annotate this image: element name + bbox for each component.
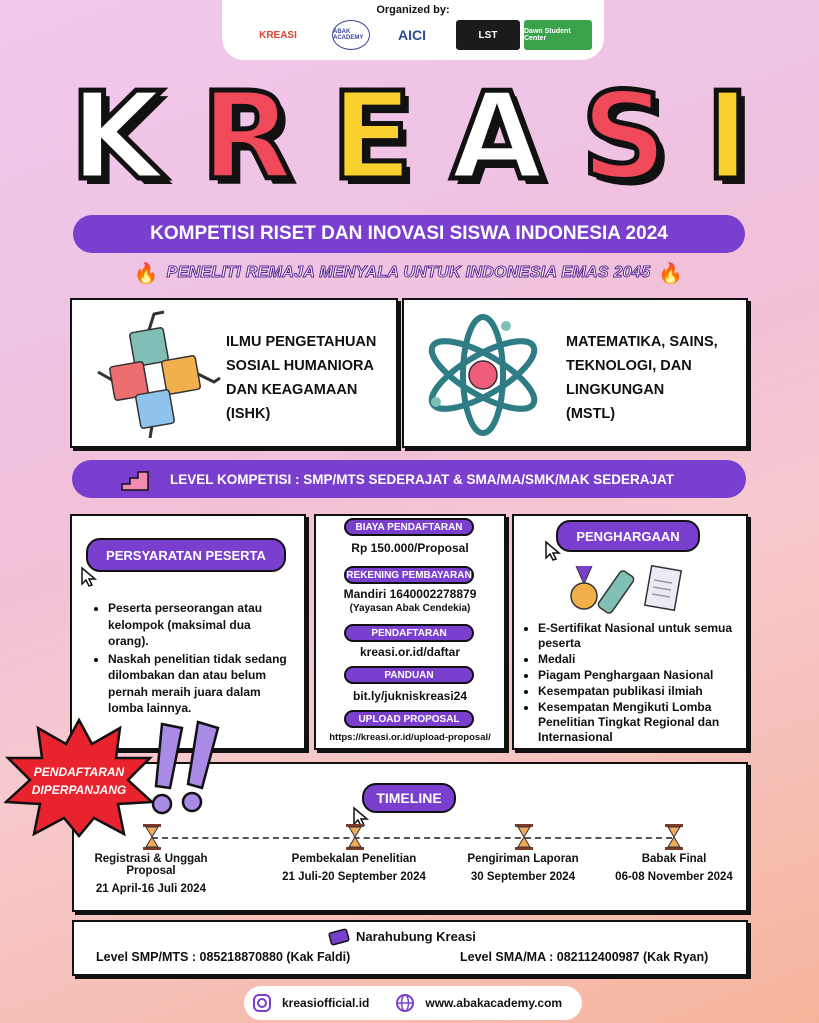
organizers-title: Organized by:: [376, 4, 450, 16]
stairs-icon: [120, 468, 150, 492]
account-label: REKENING PEMBAYARAN: [344, 566, 474, 584]
award-item: • Medali: [538, 652, 738, 667]
field-mstl-text: [566, 330, 718, 426]
globe-icon: [395, 993, 415, 1013]
timeline-event-4: [604, 853, 744, 883]
instagram-icon: [252, 993, 272, 1013]
field-mstl-line: (MSTL): [566, 406, 616, 422]
contact-sma: Level SMA/MA : 082112400987 (Kak Ryan): [460, 950, 709, 964]
footer-bar: [244, 986, 582, 1020]
collaboration-puzzle-icon: [94, 308, 224, 440]
field-mstl-card: [402, 298, 748, 448]
timeline-event-title: Registrasi & Unggah Proposal: [94, 853, 208, 877]
account-holder: (Yayasan Abak Cendekia): [349, 603, 471, 614]
field-ishk-card: [70, 298, 398, 448]
extended-badge-line: DIPERPANJANG: [31, 783, 127, 797]
contact-smp: Level SMP/MTS : 085218870880 (Kak Faldi): [96, 950, 351, 964]
timeline-event-title: Pembekalan Penelitian: [291, 853, 417, 865]
kreasi-title: [70, 68, 750, 207]
fee-label: BIAYA PENDAFTARAN: [344, 518, 474, 536]
title-letter-s: S: [581, 68, 668, 207]
upload-label: UPLOAD PROPOSAL: [344, 710, 474, 728]
requirements-list: [92, 600, 288, 718]
timeline-line: [152, 837, 672, 839]
organizers-bar: [222, 0, 604, 60]
logo-aici: AICI: [398, 27, 426, 43]
website-link[interactable]: www.abakacademy.com: [425, 996, 563, 1010]
cursor-icon: [544, 540, 564, 562]
register-label: PENDAFTARAN: [344, 624, 474, 642]
timeline-event-3: [450, 853, 596, 883]
title-letter-r: R: [200, 68, 294, 207]
timeline-event-date: 30 September 2024: [470, 871, 576, 883]
award-item: • Piagam Penghargaan Nasional: [538, 668, 738, 683]
logo-lst: LST: [456, 20, 520, 50]
timeline-event-title: Pengiriman Laporan: [467, 853, 579, 865]
hourglass-icon: [665, 824, 683, 850]
award-item: • Kesempatan publikasi ilmiah: [538, 684, 738, 699]
field-ishk-line: (ISHK): [226, 406, 271, 422]
subtitle-bar: KOMPETISI RISET DAN INOVASI SISWA INDONESIA 2024: [73, 215, 745, 253]
exclamation-icon: [140, 718, 230, 818]
timeline-event-date: 21 Juli-20 September 2024: [282, 871, 426, 883]
timeline-event-date: 06-08 November 2024: [615, 871, 733, 883]
timeline-heading: TIMELINE: [362, 783, 456, 813]
contact-heading: Narahubung Kreasi: [356, 929, 476, 944]
fee-value: Rp 150.000/Proposal: [351, 541, 469, 555]
register-link[interactable]: kreasi.or.id/daftar: [359, 645, 461, 659]
logo-kreasi: KREASI: [230, 20, 326, 50]
field-mstl-line: LINGKUNGAN: [566, 382, 665, 398]
hourglass-icon: [515, 824, 533, 850]
level-text: LEVEL KOMPETISI : SMP/MTS SEDERAJAT & SMA/MA/SMK/MAK SEDERAJAT: [170, 471, 675, 487]
awards-list: [522, 621, 738, 746]
timeline-event-1: [72, 853, 230, 895]
award-item: • E-Sertifikat Nasional untuk semua peserta: [538, 621, 738, 651]
title-letter-i: I: [705, 68, 750, 207]
field-ishk-line: SOSIAL HUMANIORA: [226, 358, 374, 374]
tagline-text: PENELITI REMAJA MENYALA UNTUK INDONESIA EMAS 2045: [166, 264, 651, 281]
logo-dawn-student-center: Dawn Student Center: [524, 20, 592, 50]
logo-abak-academy: ABAK ACADEMY: [332, 20, 370, 50]
awards-heading: PENGHARGAAN: [556, 520, 700, 552]
hourglass-icon: [346, 824, 364, 850]
tagline: [86, 258, 731, 288]
field-ishk-text: [226, 330, 376, 426]
award-item: • Kesempatan Mengikuti Lomba Penelitian Tingkat Regional dan Internasional: [538, 700, 738, 745]
requirement-item: • Peserta perseorangan atau kelompok (maksimal dua orang).: [108, 600, 288, 650]
upload-link[interactable]: https://kreasi.or.id/upload-proposal/: [329, 732, 491, 743]
field-mstl-line: MATEMATIKA, SAINS,: [566, 334, 718, 350]
flame-icon: 🔥: [658, 262, 684, 285]
atom-icon: [418, 310, 548, 440]
phone-icon: [328, 928, 350, 946]
guide-label: PANDUAN: [344, 666, 474, 684]
flame-icon: 🔥: [133, 262, 159, 285]
requirements-heading: PERSYARATAN PESERTA: [86, 538, 286, 572]
awards-icons: [568, 564, 684, 616]
timeline-event-date: 21 April-16 Juli 2024: [95, 883, 207, 895]
field-ishk-line: DAN KEAGAMAAN: [226, 382, 358, 398]
cursor-icon: [80, 566, 100, 588]
field-ishk-line: ILMU PENGETAHUAN: [226, 334, 377, 350]
extended-badge-text: [20, 763, 138, 799]
title-letter-e: E: [330, 68, 413, 207]
title-letter-a: A: [450, 68, 544, 207]
timeline-event-title: Babak Final: [641, 853, 707, 865]
level-bar: [72, 460, 746, 498]
guide-link[interactable]: bit.ly/jukniskreasi24: [352, 689, 468, 703]
account-value: Mandiri 1640002278879: [343, 587, 477, 601]
requirement-item: • Naskah penelitian tidak sedang dilombakan dan atau belum pernah meraih juara dalam lomba lainnya.: [108, 651, 288, 717]
title-letter-k: K: [70, 68, 163, 207]
extended-badge-line: PENDAFTARAN: [33, 765, 125, 779]
instagram-handle[interactable]: kreasiofficial.id: [282, 996, 370, 1010]
timeline-event-2: [272, 853, 436, 883]
field-mstl-line: TEKNOLOGI, DAN: [566, 358, 692, 374]
